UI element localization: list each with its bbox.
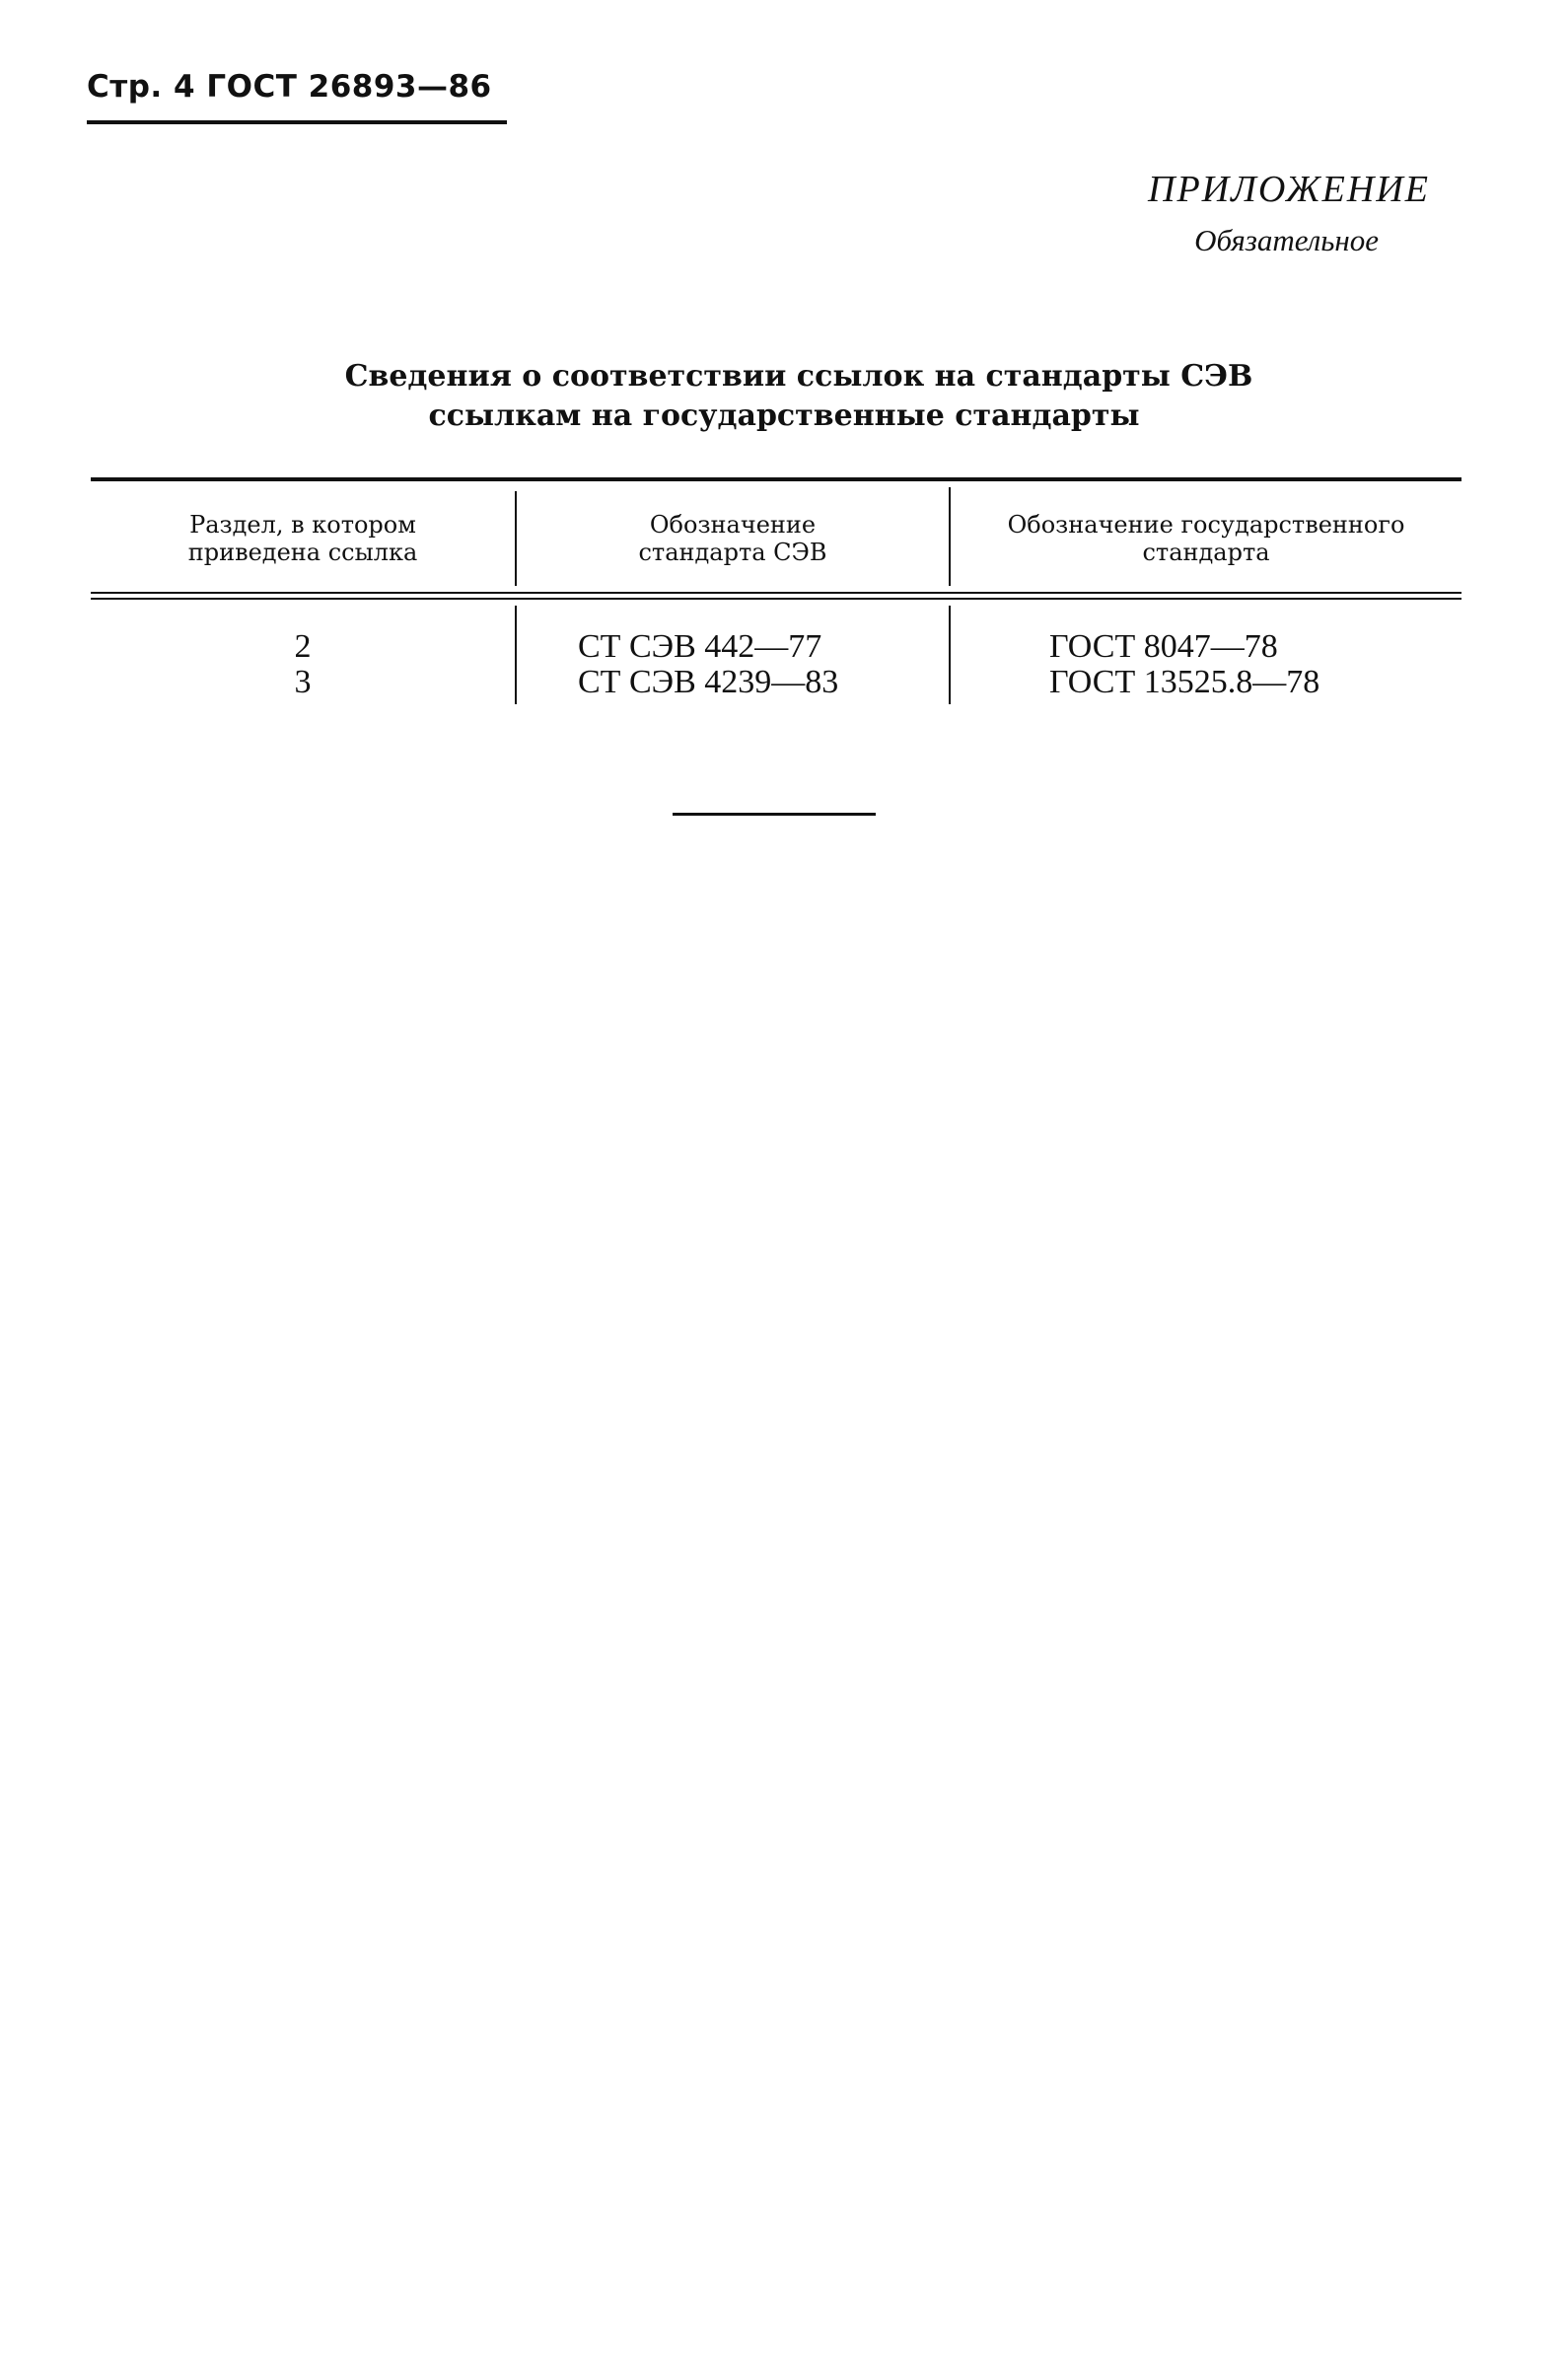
table-heading <box>0 357 1568 436</box>
appendix-title: ПРИЛОЖЕНИЕ <box>1148 169 1430 210</box>
body-divider-1 <box>515 606 517 704</box>
column-header-section-line-2: приведена ссылка <box>187 539 418 566</box>
column-header-section-line-1: Раздел, в котором <box>189 511 416 539</box>
appendix-subtitle: Обязательное <box>1194 223 1379 257</box>
state-standard-column <box>1049 629 1319 700</box>
table-row-2-sev-standard: СТ СЭВ 4239—83 <box>578 664 839 700</box>
column-header-state-line-2: стандарта <box>1142 539 1270 566</box>
table-top-rule <box>91 477 1461 481</box>
column-header-sev-line-2: стандарта СЭВ <box>638 539 827 566</box>
column-header-sev-line-1: Обозначение <box>649 511 817 539</box>
sev-standard-column <box>578 629 838 700</box>
page-number-label: Стр. 4 ГОСТ 26893—86 <box>87 69 492 105</box>
table-row-2-state-standard: ГОСТ 13525.8—78 <box>1049 664 1320 700</box>
column-header-state-line-1: Обозначение государственного <box>1007 511 1405 539</box>
body-divider-2 <box>949 606 951 704</box>
column-header-state-standard <box>951 511 1461 566</box>
section-column <box>91 629 515 700</box>
table-row-2-section: 3 <box>294 664 312 700</box>
table-row-1-sev-standard: СТ СЭВ 442—77 <box>578 628 822 665</box>
column-header-sev-standard <box>517 511 949 566</box>
table-heading-line-2: ссылкам на государственные стандарты <box>428 398 1140 433</box>
table-heading-line-1: Сведения о соответствии ссылок на стандарты СЭВ <box>344 359 1253 394</box>
table-row-1-state-standard: ГОСТ 8047—78 <box>1049 628 1278 665</box>
end-of-text-rule <box>673 813 876 816</box>
table-header-double-rule <box>91 592 1461 600</box>
page-header <box>87 61 507 124</box>
table-row-1-section: 2 <box>294 628 312 665</box>
column-header-section <box>91 511 515 566</box>
